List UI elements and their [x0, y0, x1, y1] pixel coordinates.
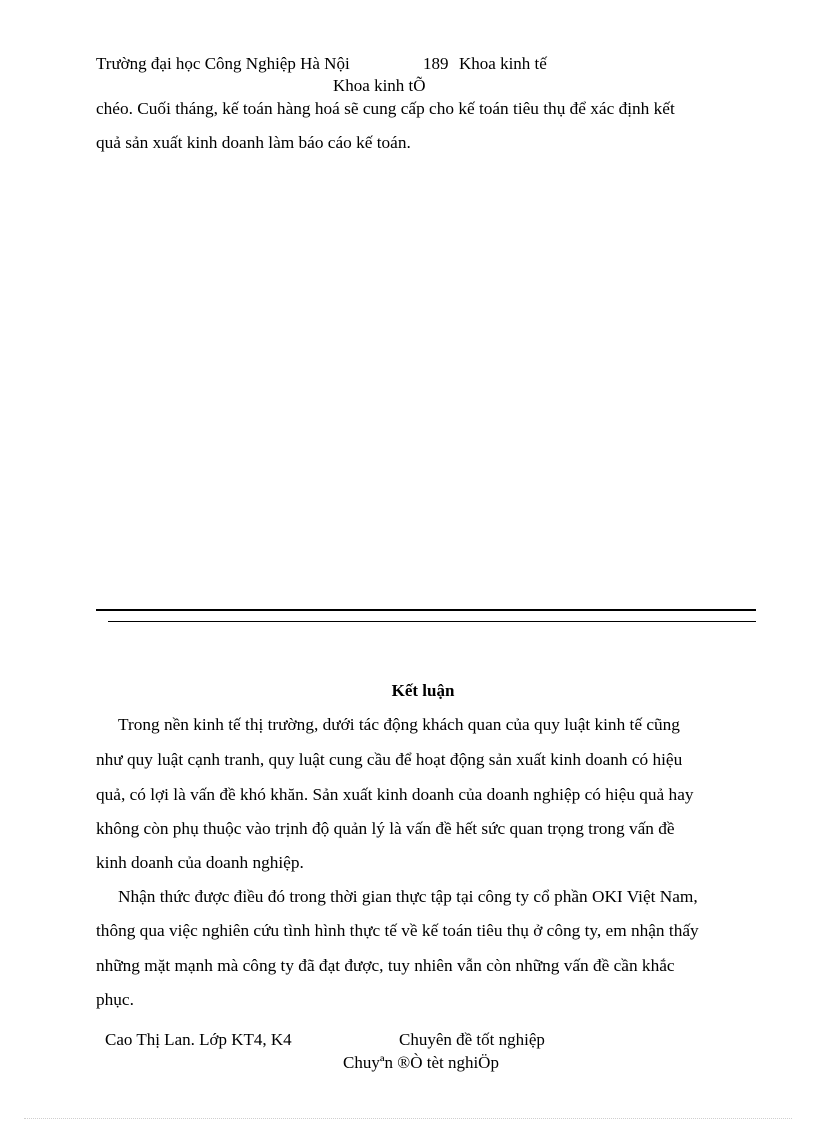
top-paragraph-line: chéo. Cuối tháng, kế toán hàng hoá sẽ cung cấp cho kế toán tiêu thụ để xác định kết: [96, 99, 675, 118]
conclusion-p1-line: kinh doanh của doanh nghiệp.: [96, 853, 304, 872]
header-page-number: 189: [423, 54, 449, 73]
conclusion-p1-line: như quy luật cạnh tranh, quy luật cung cầu để hoạt động sản xuất kinh doanh có hiệu: [96, 750, 683, 769]
conclusion-p2-line: thông qua việc nghiên cứu tình hình thực tế về kế toán tiêu thụ ở công ty, em nhận thấy: [96, 921, 699, 940]
divider-thick: [96, 609, 756, 611]
header-faculty: Khoa kinh tế: [459, 54, 547, 73]
conclusion-p1-line: không còn phụ thuộc vào trịnh độ quản lý là vấn đề hết sức quan trọng trong vấn đề: [96, 819, 675, 838]
page-bottom-edge: [24, 1118, 792, 1119]
conclusion-p2-line: Nhận thức được điều đó trong thời gian thực tập tại công ty cổ phần OKI Việt Nam,: [118, 887, 698, 906]
conclusion-title: Kết luận: [391, 681, 455, 700]
conclusion-p1-line: quả, có lợi là vấn đề khó khăn. Sản xuất kinh doanh của doanh nghiệp có hiệu quả hay: [96, 785, 694, 804]
header-school: Trường đại học Công Nghiệp Hà Nội: [96, 54, 350, 73]
conclusion-p2-line: những mặt mạnh mà công ty đã đạt được, tuy nhiên vẫn còn những vấn đề cần khắc: [96, 956, 675, 975]
footer-author: Cao Thị Lan. Lớp KT4, K4: [105, 1030, 292, 1049]
divider-thin: [108, 621, 756, 622]
header-faculty-garbled: Khoa kinh tÕ: [333, 76, 426, 95]
footer-doc-type: Chuyên đề tốt nghiệp: [399, 1030, 545, 1049]
conclusion-p1-line: Trong nền kinh tế thị trường, dưới tác động khách quan của quy luật kinh tế cũng: [118, 715, 680, 734]
conclusion-p2-line: phục.: [96, 990, 134, 1009]
top-paragraph-line: quả sản xuất kinh doanh làm báo cáo kế toán.: [96, 133, 411, 152]
footer-doc-type-garbled: Chuyªn ®Ò tèt nghiÖp: [343, 1053, 499, 1072]
